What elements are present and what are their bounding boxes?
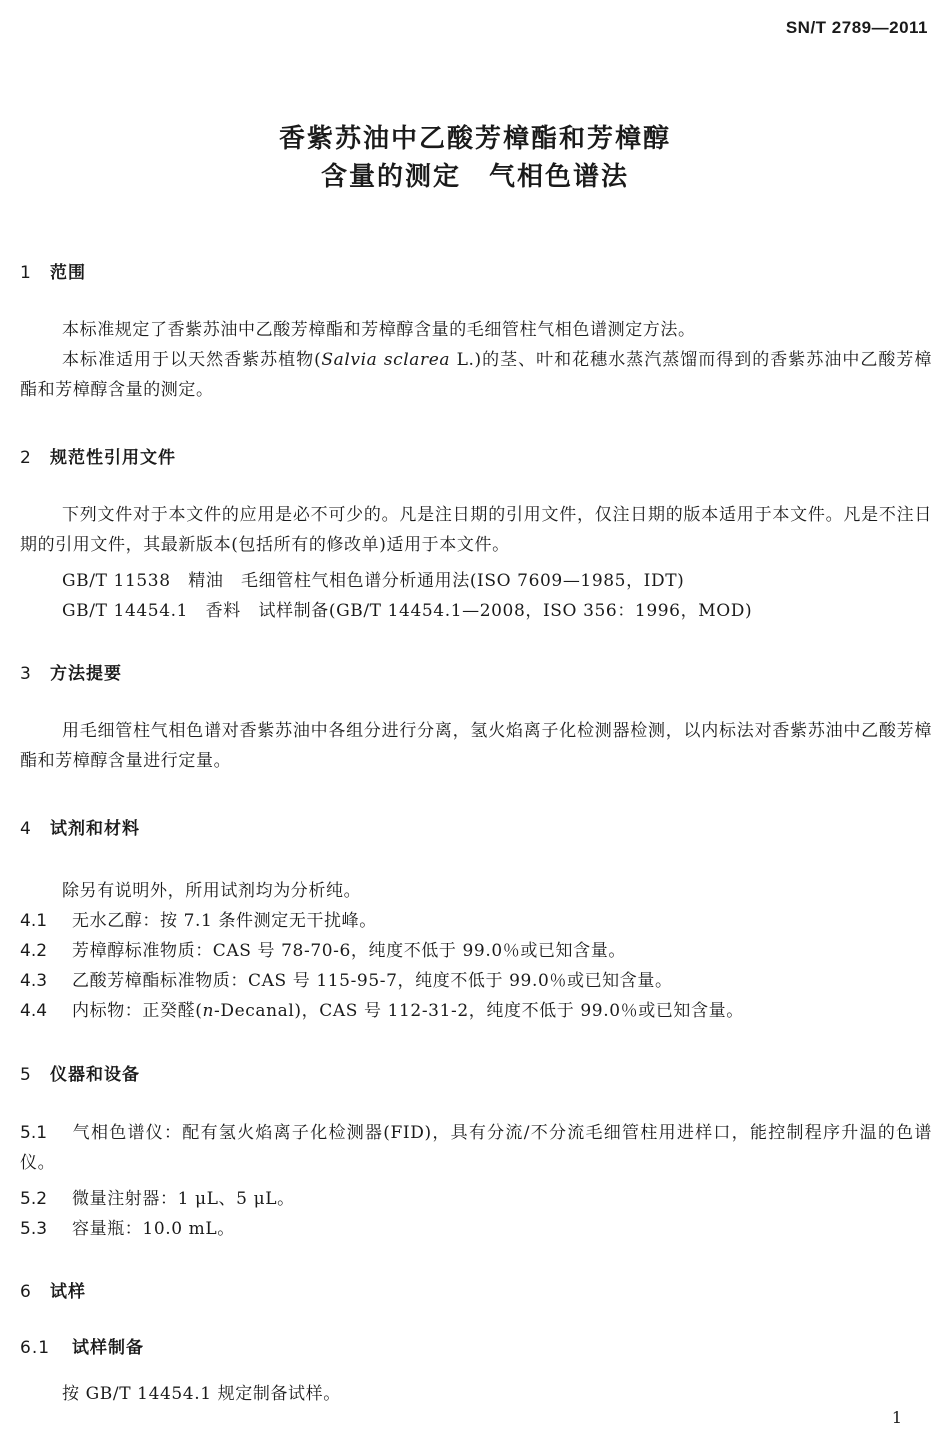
item-number: 4.3 [20,971,48,991]
section-number: 2 [20,448,32,468]
item-number: 4.4 [20,1001,48,1021]
section-4-heading [20,814,140,839]
list-item [20,996,744,1021]
item-number: 4.1 [20,911,48,931]
item-text: 气相色谱仪：配有氢火焰离子化检测器(FID)，具有分流/不分流毛细管柱用进样口，能控制程序升温的色谱仪。 [20,1123,932,1173]
document-title-line-1: 香紫苏油中乙酸芳樟酯和芳樟醇 [278,124,671,154]
text-run: -Decanal)，CAS 号 112-31-2，纯度不低于 99.0％或已知含量。 [214,1001,744,1021]
normative-reference-1: GB/T 11538 精油 毛细管柱气相色谱分析通用法(ISO 7609—1985，IDT) [62,571,685,591]
section-1-paragraph-2 [20,345,932,405]
section-title: 规范性引用文件 [50,448,176,468]
section-6-paragraph-1: 按 GB/T 14454.1 规定制备试样。 [62,1384,341,1404]
section-5-heading [20,1060,140,1085]
list-item [20,936,626,961]
text-run: 本标准适用于以天然香紫苏植物( [62,350,322,370]
item-number: 4.2 [20,941,48,961]
italic-prefix: n [202,1001,214,1021]
list-item [20,1118,932,1178]
item-text: 微量注射器：1 μL、5 μL。 [72,1189,295,1209]
item-number: 5.1 [20,1123,48,1143]
section-2-paragraph-1: 下列文件对于本文件的应用是必不可少的。凡是注日期的引用文件，仅注日期的版本适用于本文件。凡是不注日期的引用文件，其最新版本(包括所有的修改单)适用于本文件。 [20,505,932,555]
item-number: 5.2 [20,1189,48,1209]
list-item [20,966,673,991]
list-item [20,1214,235,1239]
section-title: 仪器和设备 [50,1065,140,1085]
section-2-heading [20,443,176,468]
section-3-paragraph-1: 用毛细管柱气相色谱对香紫苏油中各组分进行分离，氢火焰离子化检测器检测，以内标法对香紫苏油中乙酸芳樟酯和芳樟醇含量进行定量。 [20,721,932,771]
section-1-heading [20,258,86,283]
section-4-intro: 除另有说明外，所用试剂均为分析纯。 [62,881,362,901]
section-number: 5 [20,1065,32,1085]
section-title: 方法提要 [50,664,122,684]
item-number: 5.3 [20,1219,48,1239]
item-text: 芳樟醇标准物质：CAS 号 78-70-6，纯度不低于 99.0％或已知含量。 [72,941,626,961]
document-title-line-2: 含量的测定 气相色谱法 [320,162,629,192]
standard-number: SN/T 2789—2011 [785,18,928,37]
subsection-number: 6.1 [20,1338,51,1358]
subsection-title: 试样制备 [72,1338,144,1358]
list-item [20,906,377,931]
section-number: 3 [20,664,32,684]
section-number: 6 [20,1282,32,1302]
list-item [20,1184,295,1209]
section-title: 范围 [50,263,86,283]
section-title: 试样 [50,1282,86,1302]
section-number: 4 [20,819,32,839]
normative-reference-2: GB/T 14454.1 香料 试样制备(GB/T 14454.1—2008，ISO 356：1996，MOD) [62,601,753,621]
section-number: 1 [20,263,32,283]
subsection-6-1-heading [20,1333,144,1358]
section-6-heading [20,1277,86,1302]
item-text: 乙酸芳樟酯标准物质：CAS 号 115-95-7，纯度不低于 99.0％或已知含量。 [72,971,673,991]
text-run: L.)的茎、叶和花穗水蒸汽蒸馏而得到的香紫苏油中乙酸芳樟酯和芳樟醇含量的测定。 [20,350,932,400]
section-1-paragraph-1: 本标准规定了香紫苏油中乙酸芳樟酯和芳樟醇含量的毛细管柱气相色谱测定方法。 [62,320,696,340]
page-number: 1 [891,1408,902,1427]
latin-species-name: Salvia sclarea [321,350,451,370]
item-text: 无水乙醇：按 7.1 条件测定无干扰峰。 [72,911,377,931]
text-run: 内标物：正癸醛( [72,1001,203,1021]
item-text: 容量瓶：10.0 mL。 [72,1219,235,1239]
section-title: 试剂和材料 [50,819,140,839]
section-3-heading [20,659,122,684]
